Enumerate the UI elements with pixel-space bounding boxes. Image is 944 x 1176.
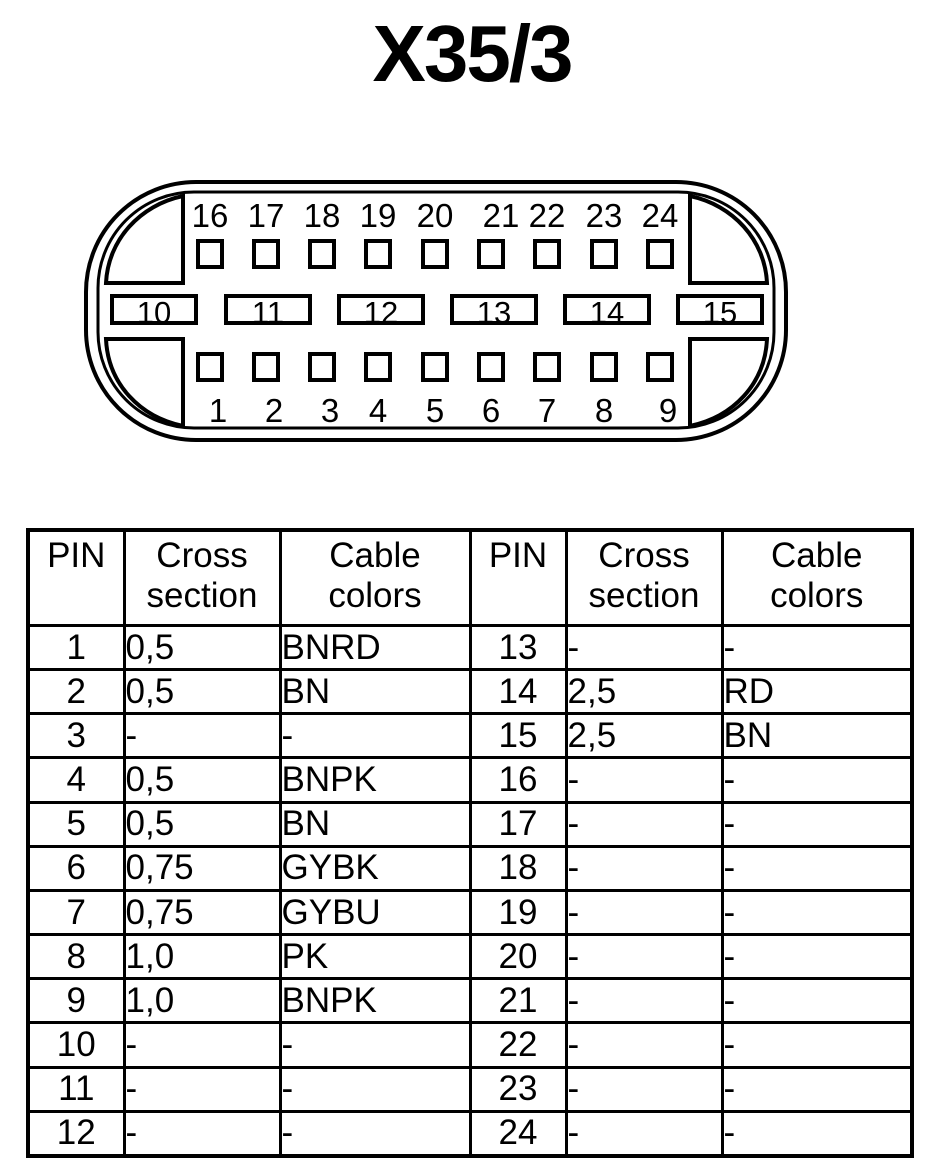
cable-color-cell: RD [722,670,912,714]
pin-20-socket [423,241,447,267]
pin-10-label: 10 [136,295,172,330]
cross-section-cell: - [566,1111,722,1156]
pin-9-socket [648,354,672,380]
pin-number-cell: 5 [28,802,124,846]
pin-13-label: 13 [476,295,512,330]
pin-number-cell: 6 [28,846,124,890]
cable-color-cell: BNPK [280,979,470,1023]
cross-section-cell: 1,0 [124,979,280,1023]
pin-number-cell: 13 [470,626,566,670]
cable-color-cell: - [722,846,912,890]
table-row [28,758,912,802]
pin-14-label: 14 [589,295,625,330]
cross-section-cell: 0,75 [124,890,280,934]
pin-21-socket [479,241,503,267]
pin-5-label: 5 [425,392,445,429]
pin-number-cell: 20 [470,935,566,979]
header-cell: Cable colors [722,530,912,626]
table-row [28,626,912,670]
cable-color-cell: - [280,714,470,758]
table-row [28,1023,912,1067]
pin-9-label: 9 [658,392,678,429]
pin-number-cell: 12 [28,1111,124,1156]
cross-section-cell: 2,5 [566,714,722,758]
cable-color-cell: BN [280,670,470,714]
table-row [28,890,912,934]
cable-color-cell: - [722,1111,912,1156]
pin-number-cell: 19 [470,890,566,934]
cable-color-cell: GYBU [280,890,470,934]
pin-5-socket [423,354,447,380]
cable-color-cell: BN [722,714,912,758]
cable-color-cell: BN [280,802,470,846]
pin-number-cell: 3 [28,714,124,758]
pin-number-cell: 14 [470,670,566,714]
cross-section-cell: - [566,1067,722,1111]
cable-color-cell: - [722,935,912,979]
pin-2-label: 2 [264,392,284,429]
cable-color-cell: - [280,1111,470,1156]
header-cell: PIN [470,530,566,626]
pin-18-socket [310,241,334,267]
cross-section-cell: - [566,802,722,846]
cross-section-cell: - [566,890,722,934]
cable-color-cell: GYBK [280,846,470,890]
table-row [28,802,912,846]
table-row [28,979,912,1023]
cable-color-cell: - [722,626,912,670]
cable-color-cell: - [722,1067,912,1111]
pin-1-label: 1 [208,392,228,429]
cable-color-cell: PK [280,935,470,979]
cross-section-cell: 0,5 [124,758,280,802]
cross-section-cell: - [566,979,722,1023]
cross-section-cell: - [566,758,722,802]
pin-number-cell: 21 [470,979,566,1023]
pin-19-socket [366,241,390,267]
pin-number-cell: 9 [28,979,124,1023]
pin-number-cell: 10 [28,1023,124,1067]
table-header-row [28,530,912,626]
pin-4-label: 4 [368,392,388,429]
table-row [28,935,912,979]
corner-key-top-left [106,196,183,283]
connector-diagram [0,0,944,500]
cross-section-cell: - [124,1023,280,1067]
pin-number-cell: 1 [28,626,124,670]
pin-number-cell: 16 [470,758,566,802]
pin-16-label: 16 [191,197,229,234]
pin-17-label: 17 [247,197,285,234]
corner-key-top-right [690,196,767,283]
table-row [28,714,912,758]
pin-8-label: 8 [594,392,614,429]
pin-number-cell: 11 [28,1067,124,1111]
pin-24-label: 24 [641,197,679,234]
cable-color-cell: - [722,890,912,934]
cross-section-cell: 0,75 [124,846,280,890]
cross-section-cell: - [566,1023,722,1067]
cable-color-cell: BNRD [280,626,470,670]
header-cell: Cross section [566,530,722,626]
pin-8-socket [592,354,616,380]
pin-17-socket [254,241,278,267]
pin-number-cell: 4 [28,758,124,802]
header-cell: Cable colors [280,530,470,626]
pin-number-cell: 2 [28,670,124,714]
pin-7-label: 7 [537,392,557,429]
cross-section-cell: - [124,1111,280,1156]
pin-20-label: 20 [416,197,454,234]
table-row [28,670,912,714]
pin-6-socket [479,354,503,380]
pin-22-socket [535,241,559,267]
cross-section-cell: 0,5 [124,802,280,846]
pin-number-cell: 23 [470,1067,566,1111]
pin-21-label: 21 [482,197,520,234]
pin-6-label: 6 [481,392,501,429]
connector-title: X35/3 [372,9,572,98]
pin-number-cell: 24 [470,1111,566,1156]
cross-section-cell: - [124,714,280,758]
cable-color-cell: - [722,758,912,802]
pin-3-socket [310,354,334,380]
pin-7-socket [535,354,559,380]
pin-number-cell: 15 [470,714,566,758]
header-cell: PIN [28,530,124,626]
cross-section-cell: - [566,935,722,979]
cross-section-cell: 1,0 [124,935,280,979]
cable-color-cell: BNPK [280,758,470,802]
cross-section-cell: 2,5 [566,670,722,714]
pin-number-cell: 22 [470,1023,566,1067]
table-row [28,1111,912,1156]
pin-2-socket [254,354,278,380]
pin-15-label: 15 [702,295,738,330]
pin-1-socket [198,354,222,380]
pin-3-label: 3 [320,392,340,429]
header-cell: Cross section [124,530,280,626]
cable-color-cell: - [280,1067,470,1111]
cable-color-cell: - [280,1023,470,1067]
pin-24-socket [648,241,672,267]
pin-number-cell: 18 [470,846,566,890]
cross-section-cell: - [124,1067,280,1111]
cable-color-cell: - [722,979,912,1023]
pin-19-label: 19 [359,197,397,234]
pin-22-label: 22 [528,197,566,234]
pin-table [26,528,914,1158]
cross-section-cell: 0,5 [124,626,280,670]
pin-16-socket [198,241,222,267]
pin-number-cell: 17 [470,802,566,846]
cable-color-cell: - [722,802,912,846]
pin-number-cell: 7 [28,890,124,934]
cable-color-cell: - [722,1023,912,1067]
cross-section-cell: - [566,626,722,670]
table-row [28,846,912,890]
table-row [28,1067,912,1111]
pin-18-label: 18 [303,197,341,234]
cross-section-cell: - [566,846,722,890]
pin-11-label: 11 [251,295,285,330]
pin-23-socket [592,241,616,267]
cross-section-cell: 0,5 [124,670,280,714]
pin-number-cell: 8 [28,935,124,979]
pin-4-socket [366,354,390,380]
pin-23-label: 23 [585,197,623,234]
pin-12-label: 12 [363,295,399,330]
